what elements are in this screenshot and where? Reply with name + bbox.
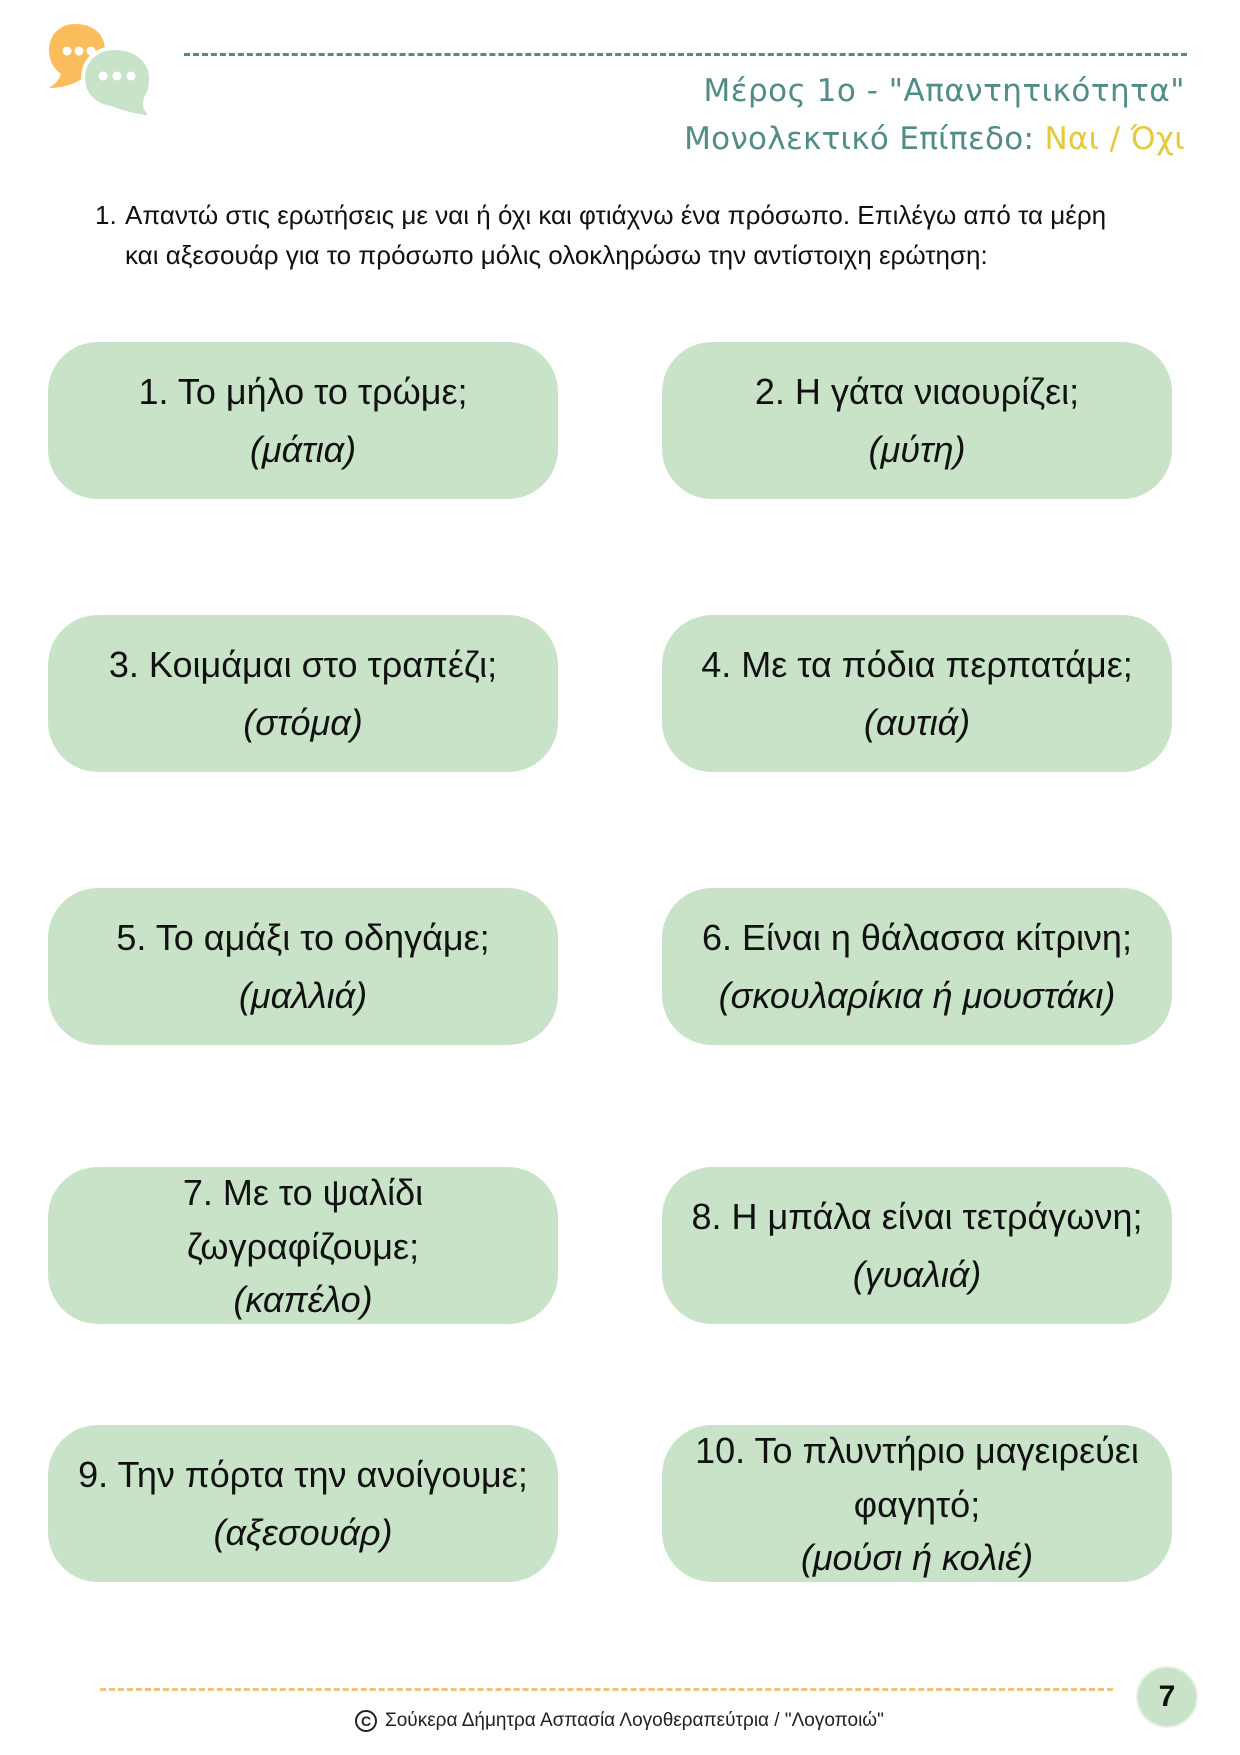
credit-text: Σούκερα Δήμητρα Ασπασία Λογοθεραπεύτρια / "Λογοποιώ" — [385, 1710, 884, 1731]
title-part: Μέρος 1ο - "Απαντητικότητα" — [703, 73, 1185, 109]
question-text: 7. Με το ψαλίδι ζωγραφίζουμε; — [182, 1171, 424, 1267]
question-card-10 — [662, 1425, 1172, 1582]
question-card-2 — [662, 342, 1172, 499]
answer-hint: (μούσι ή κολιέ) — [800, 1536, 1034, 1578]
question-text: 3. Κοιμάμαι στο τραπέζι; — [108, 643, 498, 685]
answer-hint: (καπέλο) — [233, 1278, 373, 1320]
question-text: 1. Το μήλο το τρώμε; — [138, 370, 468, 412]
page-number-badge — [1138, 1668, 1196, 1726]
question-card-1 — [48, 342, 558, 499]
answer-hint: (μάτια) — [249, 428, 357, 470]
answer-hint: (μύτη) — [868, 428, 966, 470]
question-card-7 — [48, 1167, 558, 1324]
header-divider — [184, 53, 1187, 56]
answer-hint: (αξεσουάρ) — [213, 1511, 393, 1553]
question-card-8 — [662, 1167, 1172, 1324]
question-card-4 — [662, 615, 1172, 772]
question-card-6 — [662, 888, 1172, 1045]
question-text: 4. Με τα πόδια περπατάμε; — [701, 643, 1133, 685]
answer-hint: (αυτιά) — [863, 701, 971, 743]
question-text: 10. Το πλυντήριο μαγειρεύει φαγητό; — [695, 1429, 1139, 1525]
instruction — [95, 195, 1135, 275]
question-text: 9. Την πόρτα την ανοίγουμε; — [78, 1453, 528, 1495]
page-number: 7 — [1158, 1680, 1176, 1713]
title-level — [684, 114, 1185, 164]
instruction-text: Απαντώ στις ερωτήσεις με ναι ή όχι και φτιάχνω ένα πρόσωπο. Επιλέγω από τα μέρη και αξεσουάρ για το πρόσωπο μόλις ολοκληρώσω την αντίστοιχη ερώτηση: — [125, 200, 1107, 270]
page-title — [684, 68, 1185, 164]
answer-hint: (στόμα) — [243, 701, 363, 743]
footer-credit — [355, 1710, 884, 1732]
title-level-accent: Ναι / Όχι — [1044, 121, 1185, 157]
question-card-9 — [48, 1425, 558, 1582]
footer-divider — [100, 1688, 1113, 1691]
question-text: 6. Είναι η θάλασσα κίτρινη; — [702, 916, 1132, 958]
question-text: 8. Η μπάλα είναι τετράγωνη; — [691, 1195, 1143, 1237]
speech-bubbles-logo-icon — [45, 22, 155, 127]
title-level-label: Μονολεκτικό Επίπεδο: — [684, 121, 1045, 157]
question-card-3 — [48, 615, 558, 772]
answer-hint: (σκουλαρίκια ή μουστάκι) — [718, 974, 1116, 1016]
answer-hint: (γυαλιά) — [852, 1253, 982, 1295]
question-card-5 — [48, 888, 558, 1045]
question-text: 5. Το αμάξι το οδηγάμε; — [116, 916, 490, 958]
instruction-number: 1. — [95, 200, 117, 230]
answer-hint: (μαλλιά) — [238, 974, 368, 1016]
question-text: 2. Η γάτα νιαουρίζει; — [754, 370, 1080, 412]
copyright-icon: C — [355, 1710, 377, 1732]
